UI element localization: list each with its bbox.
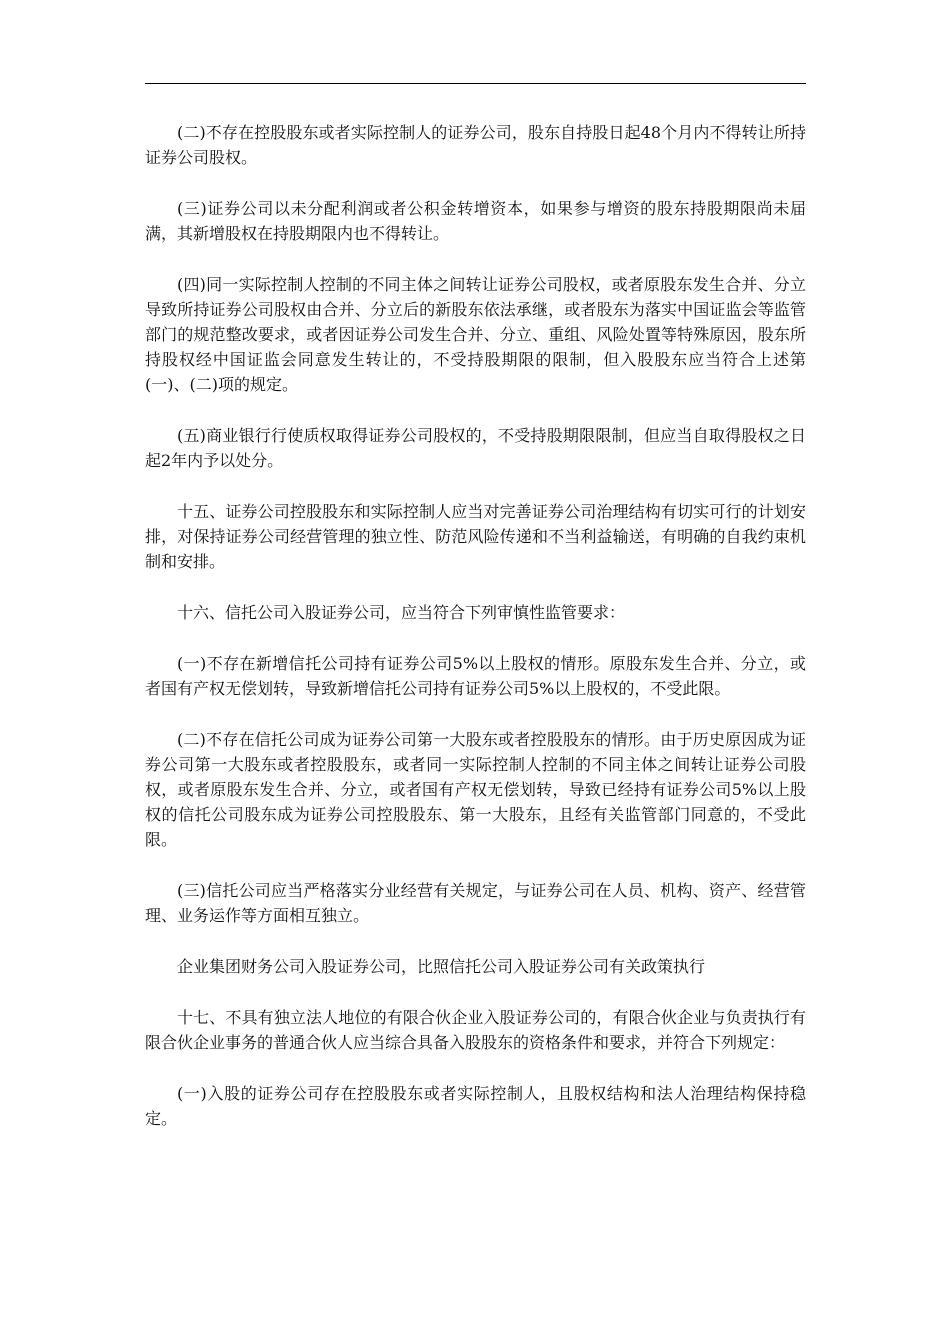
paragraph: 十五、证券公司控股股东和实际控制人应当对完善证券公司治理结构有切实可行的计划安排，对保持证券公司经营管理的独立性、防范风险传递和不当利益输送，有明确的自我约束机制和安排。: [145, 502, 806, 571]
paragraph: (一)不存在新增信托公司持有证券公司5%以上股权的情形。原股东发生合并、分立，或者国有产权无偿划转，导致新增信托公司持有证券公司5%以上股权的，不受此限。: [145, 654, 806, 698]
paragraph: (三)证券公司以未分配利润或者公积金转增资本，如果参与增资的股东持股期限尚未届满，其新增股权在持股期限内也不得转让。: [145, 199, 806, 243]
paragraph: (四)同一实际控制人控制的不同主体之间转让证券公司股权，或者原股东发生合并、分立导致所持证券公司股权由合并、分立后的新股东依法承继，或者股东为落实中国证监会等监管部门的规范整改要求，或者因证券公司发生合并、分立、重组、风险处置等特殊原因，股东所持股权经中国证监会同意发生转让的，不受持股期限的限制，但入股股东应当符合上述第(一)、(二)项的规定。: [145, 275, 806, 394]
paragraph: 十七、不具有独立法人地位的有限合伙企业入股证券公司的，有限合伙企业与负责执行有限合伙企业事务的普通合伙人应当综合具备入股股东的资格条件和要求，并符合下列规定：: [145, 1008, 806, 1052]
paragraph: (三)信托公司应当严格落实分业经营有关规定，与证券公司在人员、机构、资产、经营管理、业务运作等方面相互独立。: [145, 881, 806, 925]
paragraph: (二)不存在控股股东或者实际控制人的证券公司，股东自持股日起48个月内不得转让所持证券公司股权。: [145, 123, 806, 167]
paragraph: 企业集团财务公司入股证券公司，比照信托公司入股证券公司有关政策执行: [177, 957, 706, 976]
paragraph: (五)商业银行行使质权取得证券公司股权的，不受持股期限限制，但应当自取得股权之日起2年内予以处分。: [145, 426, 806, 470]
document-body: [145, 120, 806, 1157]
paragraph: (二)不存在信托公司成为证券公司第一大股东或者控股股东的情形。由于历史原因成为证券公司第一大股东或者控股股东，或者同一实际控制人控制的不同主体之间转让证券公司股权，或者原股东发生合并、分立，或者国有产权无偿划转，导致已经持有证券公司5%以上股权的信托公司股东成为证券公司控股股东、第一大股东，且经有关监管部门同意的，不受此限。: [145, 730, 806, 849]
paragraph: 十六、信托公司入股证券公司，应当符合下列审慎性监管要求：: [177, 603, 626, 622]
header-rule: [145, 83, 806, 84]
paragraph: (一)入股的证券公司存在控股股东或者实际控制人，且股权结构和法人治理结构保持稳定。: [145, 1084, 806, 1128]
